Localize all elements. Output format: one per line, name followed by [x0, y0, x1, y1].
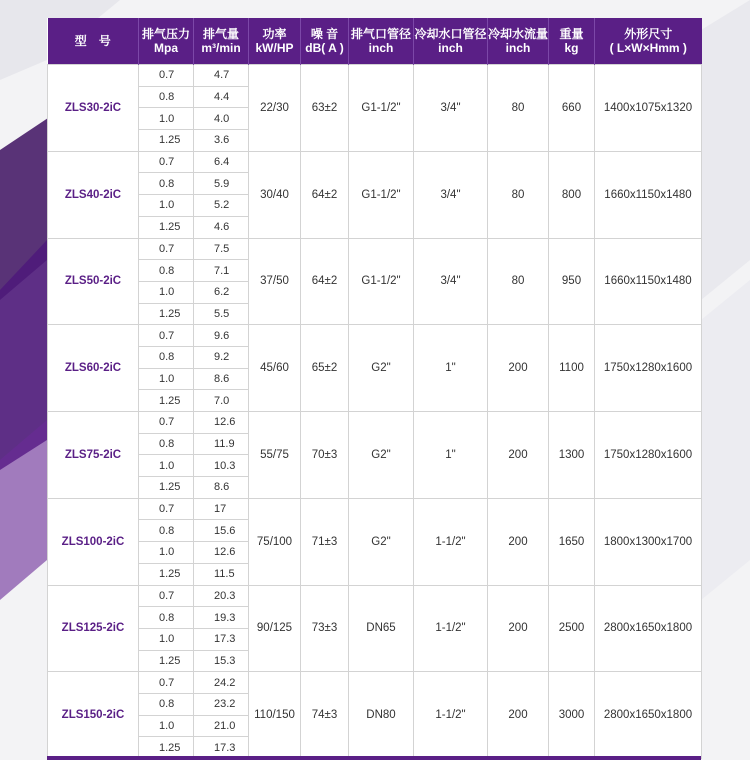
pressure-cell: 0.7 — [139, 412, 194, 434]
water-flow-cell: 200 — [488, 585, 549, 672]
weight-cell: 950 — [549, 238, 595, 325]
power-cell: 90/125 — [249, 585, 301, 672]
air-flow-cell: 6.2 — [194, 281, 249, 303]
water-flow-cell: 200 — [488, 672, 549, 759]
pressure-cell: 1.25 — [139, 216, 194, 238]
column-header-unit: dB( A ) — [305, 41, 344, 55]
column-header-title: 型 号 — [74, 34, 111, 48]
pressure-cell: 0.8 — [139, 433, 194, 455]
pressure-cell: 1.25 — [139, 650, 194, 672]
noise-cell: 74±3 — [301, 672, 349, 759]
weight-cell: 1650 — [549, 498, 595, 585]
air-outlet-cell: G1-1/2" — [349, 151, 414, 238]
pressure-cell: 0.8 — [139, 260, 194, 282]
model-cell: ZLS60-2iC — [48, 325, 139, 412]
column-header-title: 冷却水口管径 — [414, 27, 487, 41]
air-flow-cell: 8.6 — [194, 477, 249, 499]
air-outlet-cell: G2" — [349, 412, 414, 499]
column-header-unit: kg — [564, 41, 579, 55]
pressure-cell: 1.25 — [139, 130, 194, 152]
air-flow-cell: 11.9 — [194, 433, 249, 455]
water-flow-cell: 200 — [488, 412, 549, 499]
air-flow-cell: 21.0 — [194, 715, 249, 737]
air-outlet-cell: G1-1/2" — [349, 238, 414, 325]
table-row — [48, 672, 702, 694]
air-flow-cell: 17.3 — [194, 737, 249, 759]
model-cell: ZLS40-2iC — [48, 151, 139, 238]
column-header-title: 外形尺寸 — [624, 27, 673, 41]
spec-table-sheet — [47, 18, 701, 759]
pressure-cell: 1.0 — [139, 628, 194, 650]
noise-cell: 63±2 — [301, 65, 349, 152]
table-row — [48, 585, 702, 607]
weight-cell: 800 — [549, 151, 595, 238]
pressure-cell: 1.0 — [139, 108, 194, 130]
water-flow-cell: 200 — [488, 498, 549, 585]
air-flow-cell: 4.0 — [194, 108, 249, 130]
dimensions-cell: 1800x1300x1700 — [595, 498, 702, 585]
model-cell: ZLS100-2iC — [48, 498, 139, 585]
pressure-cell: 1.0 — [139, 368, 194, 390]
weight-cell: 3000 — [549, 672, 595, 759]
air-flow-cell: 20.3 — [194, 585, 249, 607]
air-flow-cell: 19.3 — [194, 607, 249, 629]
noise-cell: 64±2 — [301, 151, 349, 238]
model-cell: ZLS125-2iC — [48, 585, 139, 672]
noise-cell: 64±2 — [301, 238, 349, 325]
weight-cell: 660 — [549, 65, 595, 152]
table-body — [48, 65, 702, 759]
pressure-cell: 1.0 — [139, 195, 194, 217]
model-cell: ZLS30-2iC — [48, 65, 139, 152]
column-header-unit: Mpa — [154, 41, 178, 55]
air-flow-cell: 8.6 — [194, 368, 249, 390]
power-cell: 75/100 — [249, 498, 301, 585]
pressure-cell: 1.25 — [139, 390, 194, 412]
air-flow-cell: 5.2 — [194, 195, 249, 217]
air-flow-cell: 5.9 — [194, 173, 249, 195]
column-header-title: 排气量 — [202, 27, 239, 41]
power-cell: 45/60 — [249, 325, 301, 412]
noise-cell: 70±3 — [301, 412, 349, 499]
water-inlet-cell: 3/4" — [414, 65, 488, 152]
table-row — [48, 151, 702, 173]
column-header-title: 排气口管径 — [350, 27, 411, 41]
power-cell: 37/50 — [249, 238, 301, 325]
dimensions-cell: 1750x1280x1600 — [595, 412, 702, 499]
air-flow-cell: 15.3 — [194, 650, 249, 672]
air-flow-cell: 11.5 — [194, 563, 249, 585]
pressure-cell: 0.7 — [139, 151, 194, 173]
column-header — [488, 18, 549, 65]
dimensions-cell: 1660x1150x1480 — [595, 238, 702, 325]
pressure-cell: 0.8 — [139, 520, 194, 542]
air-flow-cell: 6.4 — [194, 151, 249, 173]
air-flow-cell: 4.7 — [194, 65, 249, 87]
pressure-cell: 0.8 — [139, 607, 194, 629]
air-outlet-cell: DN65 — [349, 585, 414, 672]
column-header-title: 冷却水流量 — [488, 27, 549, 41]
table-row — [48, 65, 702, 87]
column-header-unit: ( L×W×Hmm ) — [609, 41, 687, 55]
bottom-accent-bar — [47, 756, 701, 760]
table-header — [48, 18, 702, 65]
dimensions-cell: 2800x1650x1800 — [595, 672, 702, 759]
column-header — [414, 18, 488, 65]
air-flow-cell: 7.5 — [194, 238, 249, 260]
spec-table — [47, 18, 702, 759]
air-outlet-cell: G2" — [349, 325, 414, 412]
noise-cell: 65±2 — [301, 325, 349, 412]
column-header — [48, 18, 139, 65]
water-inlet-cell: 1" — [414, 325, 488, 412]
column-header-title: 重量 — [559, 27, 584, 41]
water-inlet-cell: 1" — [414, 412, 488, 499]
column-header — [249, 18, 301, 65]
pressure-cell: 0.7 — [139, 672, 194, 694]
water-inlet-cell: 1-1/2" — [414, 498, 488, 585]
column-header-unit: inch — [505, 41, 531, 55]
header-row — [48, 18, 702, 65]
air-outlet-cell: G1-1/2" — [349, 65, 414, 152]
weight-cell: 1100 — [549, 325, 595, 412]
column-header-unit: inch — [438, 41, 463, 55]
air-outlet-cell: DN80 — [349, 672, 414, 759]
column-header-unit: inch — [368, 41, 394, 55]
air-flow-cell: 10.3 — [194, 455, 249, 477]
model-cell: ZLS50-2iC — [48, 238, 139, 325]
column-header — [549, 18, 595, 65]
water-flow-cell: 200 — [488, 325, 549, 412]
air-flow-cell: 4.4 — [194, 86, 249, 108]
column-header — [301, 18, 349, 65]
dimensions-cell: 1400x1075x1320 — [595, 65, 702, 152]
table-row — [48, 325, 702, 347]
water-inlet-cell: 3/4" — [414, 238, 488, 325]
noise-cell: 73±3 — [301, 585, 349, 672]
column-header-title: 功率 — [262, 27, 287, 41]
pressure-cell: 1.0 — [139, 455, 194, 477]
water-flow-cell: 80 — [488, 65, 549, 152]
model-cell: ZLS150-2iC — [48, 672, 139, 759]
pressure-cell: 1.25 — [139, 737, 194, 759]
dimensions-cell: 2800x1650x1800 — [595, 585, 702, 672]
air-flow-cell: 23.2 — [194, 693, 249, 715]
power-cell: 55/75 — [249, 412, 301, 499]
column-header — [349, 18, 414, 65]
pressure-cell: 0.7 — [139, 585, 194, 607]
dimensions-cell: 1750x1280x1600 — [595, 325, 702, 412]
pressure-cell: 1.25 — [139, 563, 194, 585]
air-flow-cell: 15.6 — [194, 520, 249, 542]
weight-cell: 2500 — [549, 585, 595, 672]
power-cell: 110/150 — [249, 672, 301, 759]
pressure-cell: 0.8 — [139, 693, 194, 715]
air-flow-cell: 9.6 — [194, 325, 249, 347]
water-inlet-cell: 3/4" — [414, 151, 488, 238]
table-row — [48, 238, 702, 260]
air-flow-cell: 7.1 — [194, 260, 249, 282]
air-flow-cell: 3.6 — [194, 130, 249, 152]
air-flow-cell: 17.3 — [194, 628, 249, 650]
column-header — [595, 18, 702, 65]
pressure-cell: 1.25 — [139, 303, 194, 325]
power-cell: 30/40 — [249, 151, 301, 238]
column-header — [194, 18, 249, 65]
pressure-cell: 1.0 — [139, 542, 194, 564]
water-flow-cell: 80 — [488, 151, 549, 238]
column-header-unit: kW/HP — [255, 41, 294, 55]
air-flow-cell: 12.6 — [194, 412, 249, 434]
air-flow-cell: 9.2 — [194, 346, 249, 368]
pressure-cell: 1.25 — [139, 477, 194, 499]
air-flow-cell: 12.6 — [194, 542, 249, 564]
pressure-cell: 0.8 — [139, 86, 194, 108]
column-header — [139, 18, 194, 65]
air-flow-cell: 7.0 — [194, 390, 249, 412]
pressure-cell: 0.7 — [139, 238, 194, 260]
air-outlet-cell: G2" — [349, 498, 414, 585]
noise-cell: 71±3 — [301, 498, 349, 585]
water-inlet-cell: 1-1/2" — [414, 672, 488, 759]
pressure-cell: 0.7 — [139, 325, 194, 347]
air-flow-cell: 24.2 — [194, 672, 249, 694]
pressure-cell: 0.8 — [139, 173, 194, 195]
water-inlet-cell: 1-1/2" — [414, 585, 488, 672]
air-flow-cell: 5.5 — [194, 303, 249, 325]
weight-cell: 1300 — [549, 412, 595, 499]
pressure-cell: 1.0 — [139, 715, 194, 737]
water-flow-cell: 80 — [488, 238, 549, 325]
pressure-cell: 1.0 — [139, 281, 194, 303]
column-header-unit: m³/min — [201, 41, 241, 55]
pressure-cell: 0.7 — [139, 65, 194, 87]
air-flow-cell: 4.6 — [194, 216, 249, 238]
dimensions-cell: 1660x1150x1480 — [595, 151, 702, 238]
table-row — [48, 412, 702, 434]
column-header-title: 排气压力 — [141, 27, 190, 41]
pressure-cell: 0.8 — [139, 346, 194, 368]
air-flow-cell: 17 — [194, 498, 249, 520]
pressure-cell: 0.7 — [139, 498, 194, 520]
model-cell: ZLS75-2iC — [48, 412, 139, 499]
table-row — [48, 498, 702, 520]
power-cell: 22/30 — [249, 65, 301, 152]
column-header-title: 噪 音 — [310, 27, 339, 41]
